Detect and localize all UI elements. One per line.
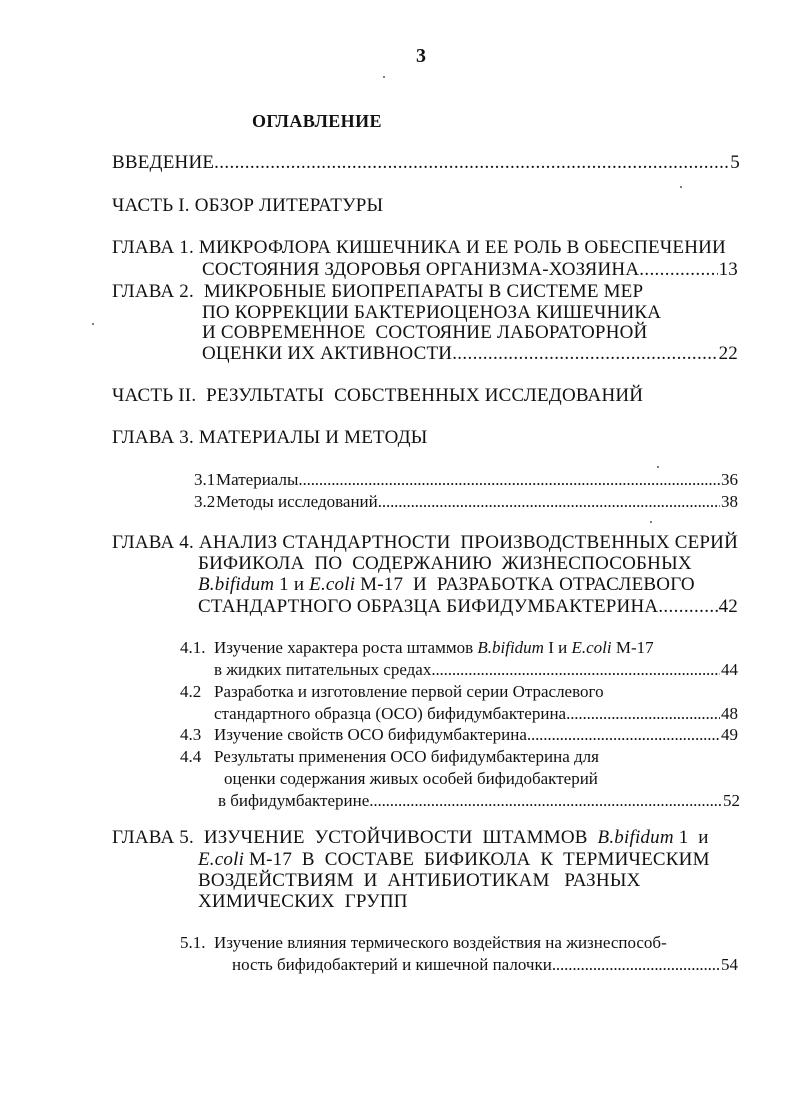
section-number: 4.2 — [180, 682, 202, 701]
species-name: E.coli — [309, 574, 356, 595]
chapter-3-title[interactable]: ГЛАВА 3. МАТЕРИАЛЫ И МЕТОДЫ — [112, 427, 428, 448]
scan-speck — [92, 323, 94, 325]
toc-page-number: 42 — [718, 596, 738, 617]
text-span: 1 и — [673, 827, 709, 848]
toc-entry-label: в жидких питательных средах — [214, 660, 432, 679]
section-5-1-title-line[interactable]: Изучение влияния термического воздействия на жизнеспособ- — [214, 933, 667, 952]
dot-leader — [378, 493, 720, 510]
toc-entry-label: Материалы — [216, 470, 299, 489]
scan-speck — [680, 186, 682, 188]
section-number: 4.3 — [180, 725, 202, 744]
section-4-2-title-line[interactable]: Разработка и изготовление первой серии Отраслевого — [214, 682, 604, 701]
scan-speck — [650, 521, 652, 523]
toc-entry-intro[interactable] — [112, 153, 740, 172]
scan-speck — [657, 466, 659, 468]
dot-leader — [431, 661, 720, 678]
toc-entry-label: СТАНДАРТНОГО ОБРАЗЦА БИФИДУМБАКТЕРИНА — [198, 596, 659, 617]
text-span: 1 и — [274, 574, 310, 595]
chapter-5-title-line: ВОЗДЕЙСТВИЯМ И АНТИБИОТИКАМ РАЗНЫХ — [198, 870, 641, 891]
text-span: М-17 В СОСТАВЕ БИФИКОЛА К ТЕРМИЧЕСКИМ — [244, 849, 710, 870]
section-number: 5.1. — [180, 933, 206, 952]
chapter-5-title-line[interactable] — [112, 828, 709, 847]
chapter-4-title-line: БИФИКОЛА ПО СОДЕРЖАНИЮ ЖИЗНЕСПОСОБНЫХ — [198, 553, 692, 574]
toc-entry-chapter-2[interactable] — [202, 344, 738, 363]
toc-page-number: 38 — [721, 492, 738, 511]
species-name: E.coli — [198, 849, 245, 870]
toc-entry-4-3[interactable] — [214, 726, 738, 743]
toc-page-number: 48 — [721, 704, 738, 723]
toc-page-number: 5 — [730, 152, 740, 173]
part-2-heading: ЧАСТЬ II. РЕЗУЛЬТАТЫ СОБСТВЕННЫХ ИССЛЕДОВАНИЙ — [112, 385, 644, 406]
chapter-5-title-line — [198, 850, 710, 869]
section-4-4-title-line[interactable]: Результаты применения ОСО бифидумбактерина для — [214, 747, 599, 766]
dot-leader — [369, 792, 722, 809]
toc-title: ОГЛАВЛЕНИЕ — [252, 111, 382, 131]
section-number: 4.1. — [180, 638, 206, 657]
text-span: I и — [543, 638, 572, 657]
dot-leader — [527, 726, 720, 743]
species-name: B.bifidum — [198, 574, 275, 595]
dot-leader — [552, 956, 720, 973]
dot-leader — [214, 153, 729, 172]
section-number: 3.1 — [194, 470, 216, 489]
section-number: 3.2 — [194, 492, 216, 511]
toc-entry-4-2[interactable] — [214, 705, 738, 722]
text-span: М-17 — [611, 638, 654, 657]
scan-speck — [383, 76, 385, 78]
species-name: B.bifidum — [597, 827, 674, 848]
chapter-1-title-line[interactable]: ГЛАВА 1. МИКРОФЛОРА КИШЕЧНИКА И ЕЕ РОЛЬ В ОБЕСПЕЧЕНИИ — [112, 237, 726, 258]
text-span: М-17 И РАЗРАБОТКА ОТРАСЛЕВОГО — [355, 574, 695, 595]
toc-page-number: 54 — [721, 955, 738, 974]
toc-entry-label: Изучение свойств ОСО бифидумбактерина — [214, 725, 527, 744]
toc-page-number: 13 — [718, 259, 738, 280]
chapter-2-title-line: ПО КОРРЕКЦИИ БАКТЕРИОЦЕНОЗА КИШЕЧНИКА — [202, 302, 662, 323]
dot-leader — [452, 344, 717, 363]
chapter-5-title-line: ХИМИЧЕСКИХ ГРУПП — [198, 891, 408, 912]
section-number: 4.4 — [180, 747, 202, 766]
species-name: E.coli — [571, 638, 612, 657]
toc-entry-5-1[interactable] — [232, 956, 738, 973]
toc-entry-label: ОЦЕНКИ ИХ АКТИВНОСТИ — [202, 343, 453, 364]
toc-entry-label: СОСТОЯНИЯ ЗДОРОВЬЯ ОРГАНИЗМА-ХОЗЯИНА — [202, 259, 640, 280]
toc-entry-label: ВВЕДЕНИЕ — [112, 152, 215, 173]
part-1-heading: ЧАСТЬ I. ОБЗОР ЛИТЕРАТУРЫ — [112, 195, 384, 216]
dot-leader — [566, 705, 720, 722]
text-span: Изучение характера роста штаммов — [214, 638, 478, 657]
toc-entry-label: Методы исследований — [216, 492, 378, 511]
text-span: ГЛАВА 5. ИЗУЧЕНИЕ УСТОЙЧИВОСТИ ШТАММОВ — [112, 827, 598, 848]
toc-page-number: 49 — [721, 725, 738, 744]
chapter-4-title-line — [198, 575, 695, 594]
toc-entry-3-2[interactable] — [216, 493, 738, 510]
dot-leader — [298, 471, 720, 488]
dot-leader — [658, 597, 717, 616]
species-name: B.bifidum — [477, 638, 544, 657]
toc-entry-chapter-1[interactable] — [202, 260, 738, 279]
toc-entry-label: в бифидумбактерине — [218, 791, 370, 810]
toc-entry-4-1[interactable] — [214, 661, 738, 678]
dot-leader — [639, 260, 717, 279]
toc-entry-4-4[interactable] — [218, 792, 740, 809]
section-4-1-title-line[interactable] — [214, 639, 654, 656]
toc-entry-3-1[interactable] — [216, 471, 738, 488]
toc-entry-label: стандартного образца (ОСО) бифидумбактерина — [214, 704, 567, 723]
chapter-2-title-line: И СОВРЕМЕННОЕ СОСТОЯНИЕ ЛАБОРАТОРНОЙ — [202, 322, 648, 343]
toc-page-number: 52 — [723, 791, 740, 810]
chapter-2-title-line[interactable]: ГЛАВА 2. МИКРОБНЫЕ БИОПРЕПАРАТЫ В СИСТЕМЕ МЕР — [112, 281, 644, 302]
toc-page-number: 22 — [718, 343, 738, 364]
toc-page-number: 44 — [721, 660, 738, 679]
section-4-4-title-line: оценки содержания живых особей бифидобактерий — [224, 769, 598, 788]
page-number: 3 — [416, 45, 426, 67]
chapter-4-title-line[interactable]: ГЛАВА 4. АНАЛИЗ СТАНДАРТНОСТИ ПРОИЗВОДСТВЕННЫХ СЕРИЙ — [112, 532, 739, 553]
toc-page-number: 36 — [721, 470, 738, 489]
toc-entry-chapter-4[interactable] — [198, 597, 738, 616]
toc-entry-label: ность бифидобактерий и кишечной палочки — [232, 955, 552, 974]
